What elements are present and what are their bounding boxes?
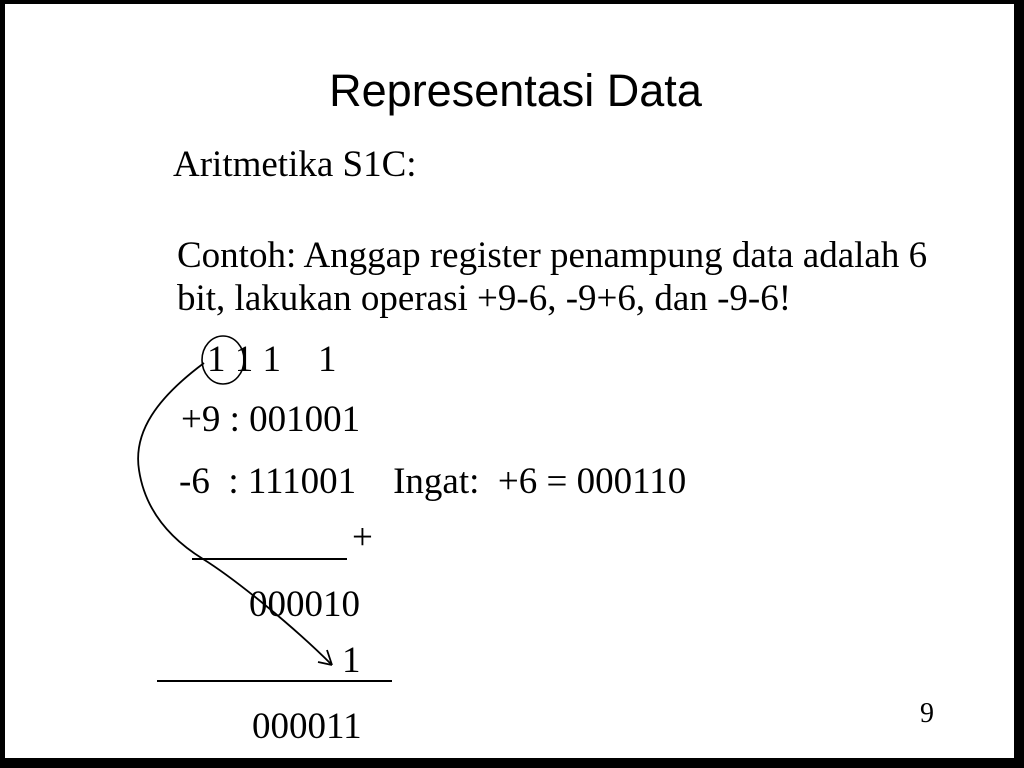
slide-canvas: [5, 4, 1014, 758]
heading-aritmetika-s1c: Aritmetika S1C:: [173, 144, 417, 185]
slide-title: Representasi Data: [329, 65, 702, 116]
annotation-overlay: [5, 4, 1014, 758]
page-number: 9: [920, 698, 934, 729]
carry-bits-row: 1 1 1 1: [207, 339, 337, 380]
plus-operator: +: [352, 517, 373, 558]
problem-statement: [177, 234, 927, 320]
end-around-carry-bit: 1: [342, 640, 361, 681]
operand2-row: -6 : 111001 Ingat: +6 = 000110: [179, 461, 687, 502]
problem-line-2: bit, lakukan operasi +9-6, -9+6, dan -9-6!: [177, 278, 792, 319]
final-sum: 000011: [252, 706, 362, 747]
problem-line-1: Contoh: Anggap register penampung data adalah 6: [177, 235, 928, 276]
end-around-carry-arrowhead: [318, 650, 332, 665]
intermediate-sum: 000010: [249, 584, 360, 625]
operand1-row: +9 : 001001: [181, 399, 361, 440]
